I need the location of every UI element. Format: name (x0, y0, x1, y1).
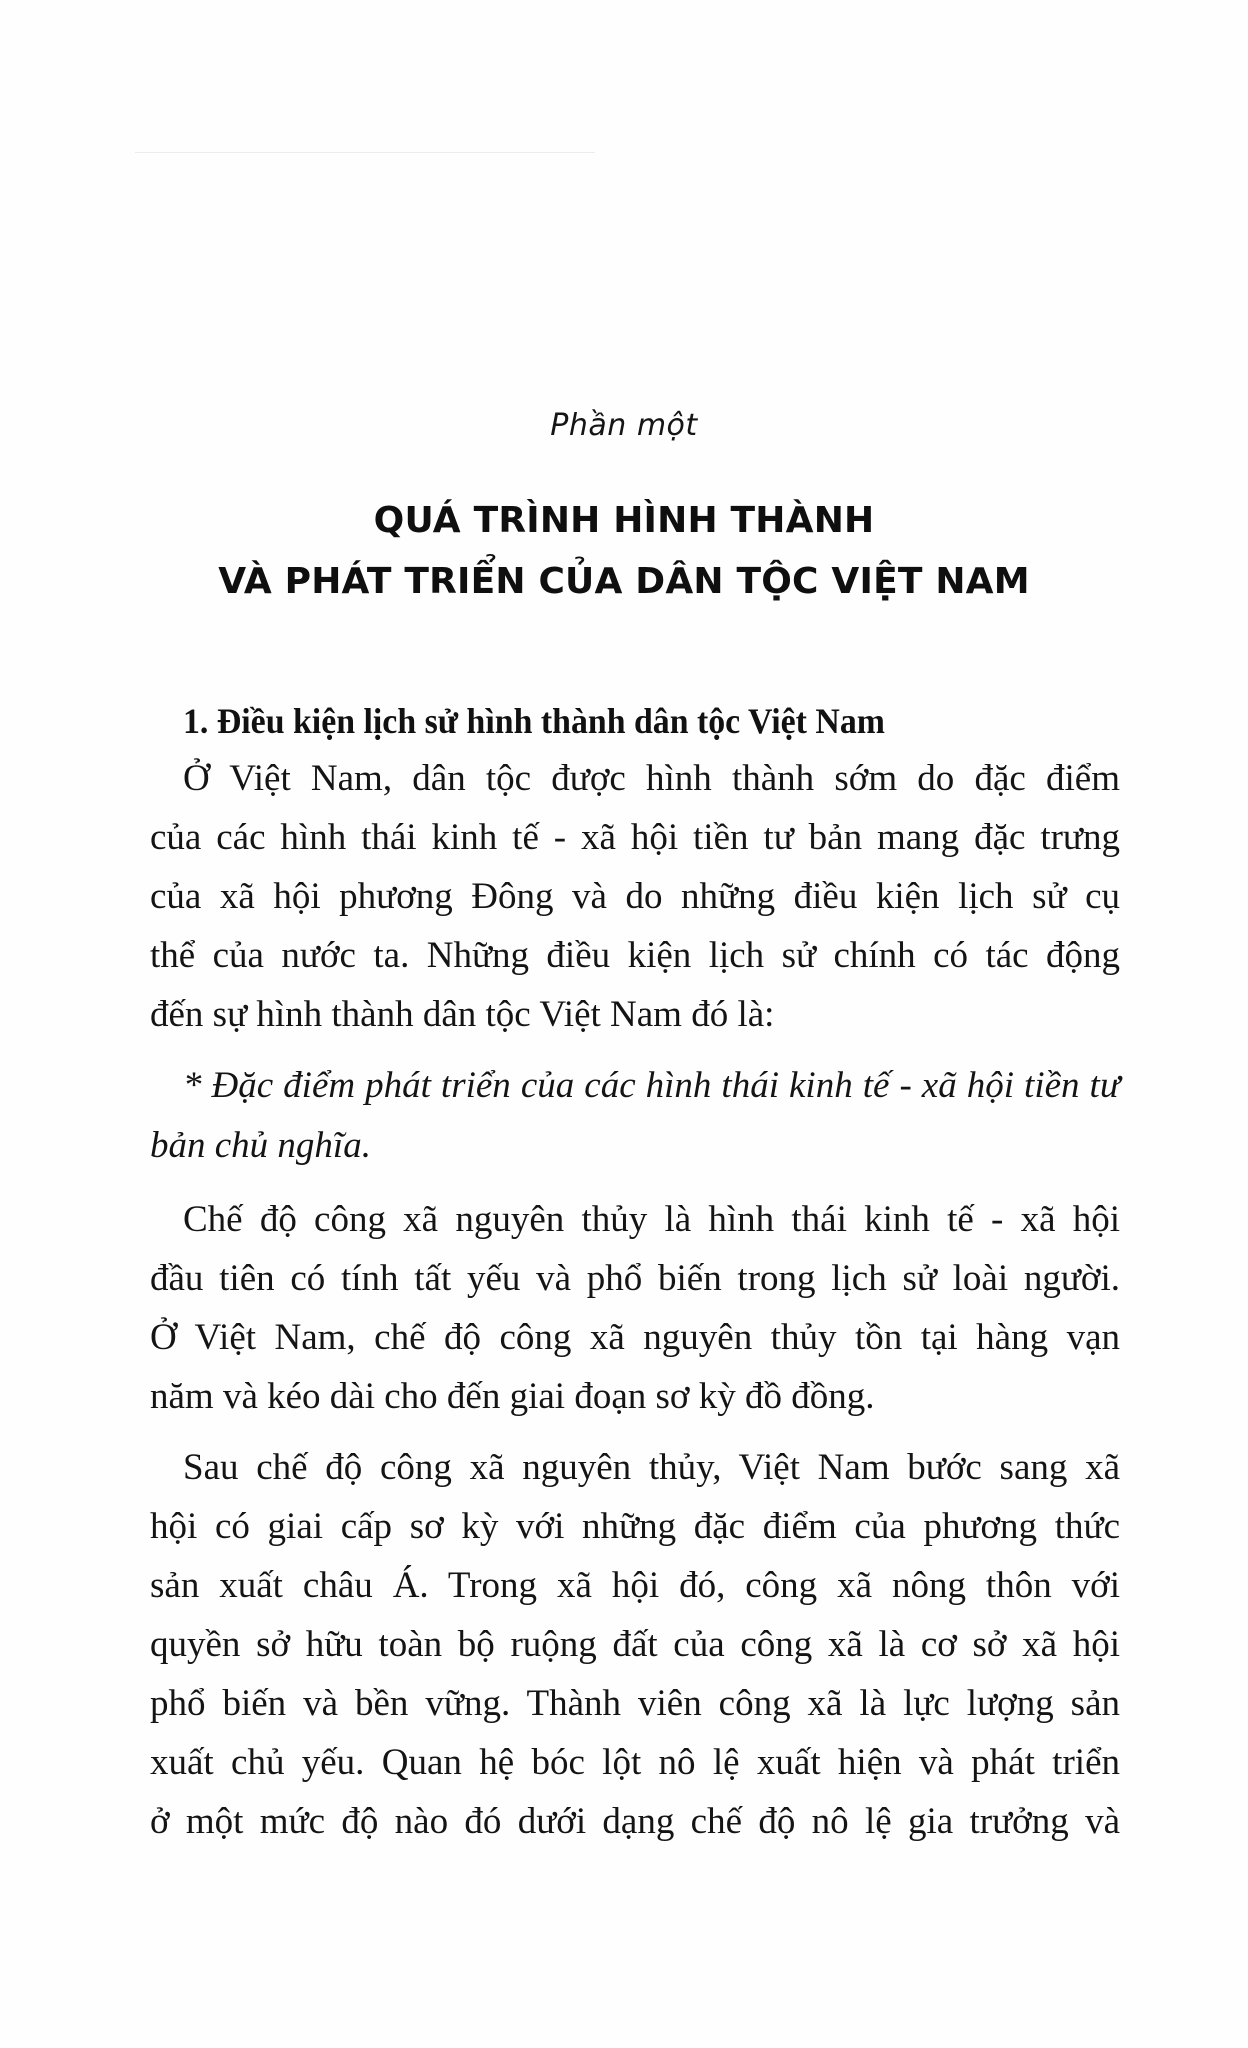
text-line: quyền sở hữu toàn bộ ruộng đất của công xã là cơ sở xã hội (150, 1624, 1120, 1665)
text-line: sản xuất châu Á. Trong xã hội đó, công xã nông thôn với (150, 1565, 1120, 1606)
text-line: Ở Việt Nam, chế độ công xã nguyên thủy tồn tại hàng vạn (150, 1317, 1120, 1358)
text-line: hội có giai cấp sơ kỳ với những đặc điểm của phương thức (150, 1506, 1120, 1547)
text-line: thể của nước ta. Những điều kiện lịch sử chính có tác động (150, 935, 1120, 976)
text-line: ở một mức độ nào đó dưới dạng chế độ nô lệ gia trưởng và (150, 1801, 1120, 1842)
text-line: của các hình thái kinh tế - xã hội tiền tư bản mang đặc trưng (150, 817, 1120, 858)
text-line: đầu tiên có tính tất yếu và phổ biến trong lịch sử loài người. (150, 1258, 1120, 1299)
bleed-through-rule (135, 152, 595, 153)
text-line: Ở Việt Nam, dân tộc được hình thành sớm do đặc điểm (183, 758, 1120, 799)
text-line: đến sự hình thành dân tộc Việt Nam đó là: (150, 994, 775, 1035)
part-title-line-1: QUÁ TRÌNH HÌNH THÀNH (373, 500, 875, 541)
part-title-line-2: VÀ PHÁT TRIỂN CỦA DÂN TỘC VIỆT NAM (218, 561, 1030, 602)
part-label: Phần một (550, 408, 698, 443)
text-line: năm và kéo dài cho đến giai đoạn sơ kỳ đồ đồng. (150, 1376, 875, 1417)
text-line: Sau chế độ công xã nguyên thủy, Việt Nam bước sang xã (183, 1447, 1120, 1488)
text-line: phổ biến và bền vững. Thành viên công xã là lực lượng sản (150, 1683, 1120, 1724)
text-line: * Đặc điểm phát triển của các hình thái kinh tế - xã hội tiền tư (183, 1065, 1120, 1106)
text-line: xuất chủ yếu. Quan hệ bóc lột nô lệ xuất hiện và phát triển (150, 1742, 1120, 1783)
text-line: của xã hội phương Đông và do những điều kiện lịch sử cụ (150, 876, 1120, 917)
section-heading: 1. Điều kiện lịch sử hình thành dân tộc Việt Nam (183, 701, 885, 741)
text-line: bản chủ nghĩa. (150, 1125, 371, 1166)
text-line: Chế độ công xã nguyên thủy là hình thái kinh tế - xã hội (183, 1199, 1120, 1240)
